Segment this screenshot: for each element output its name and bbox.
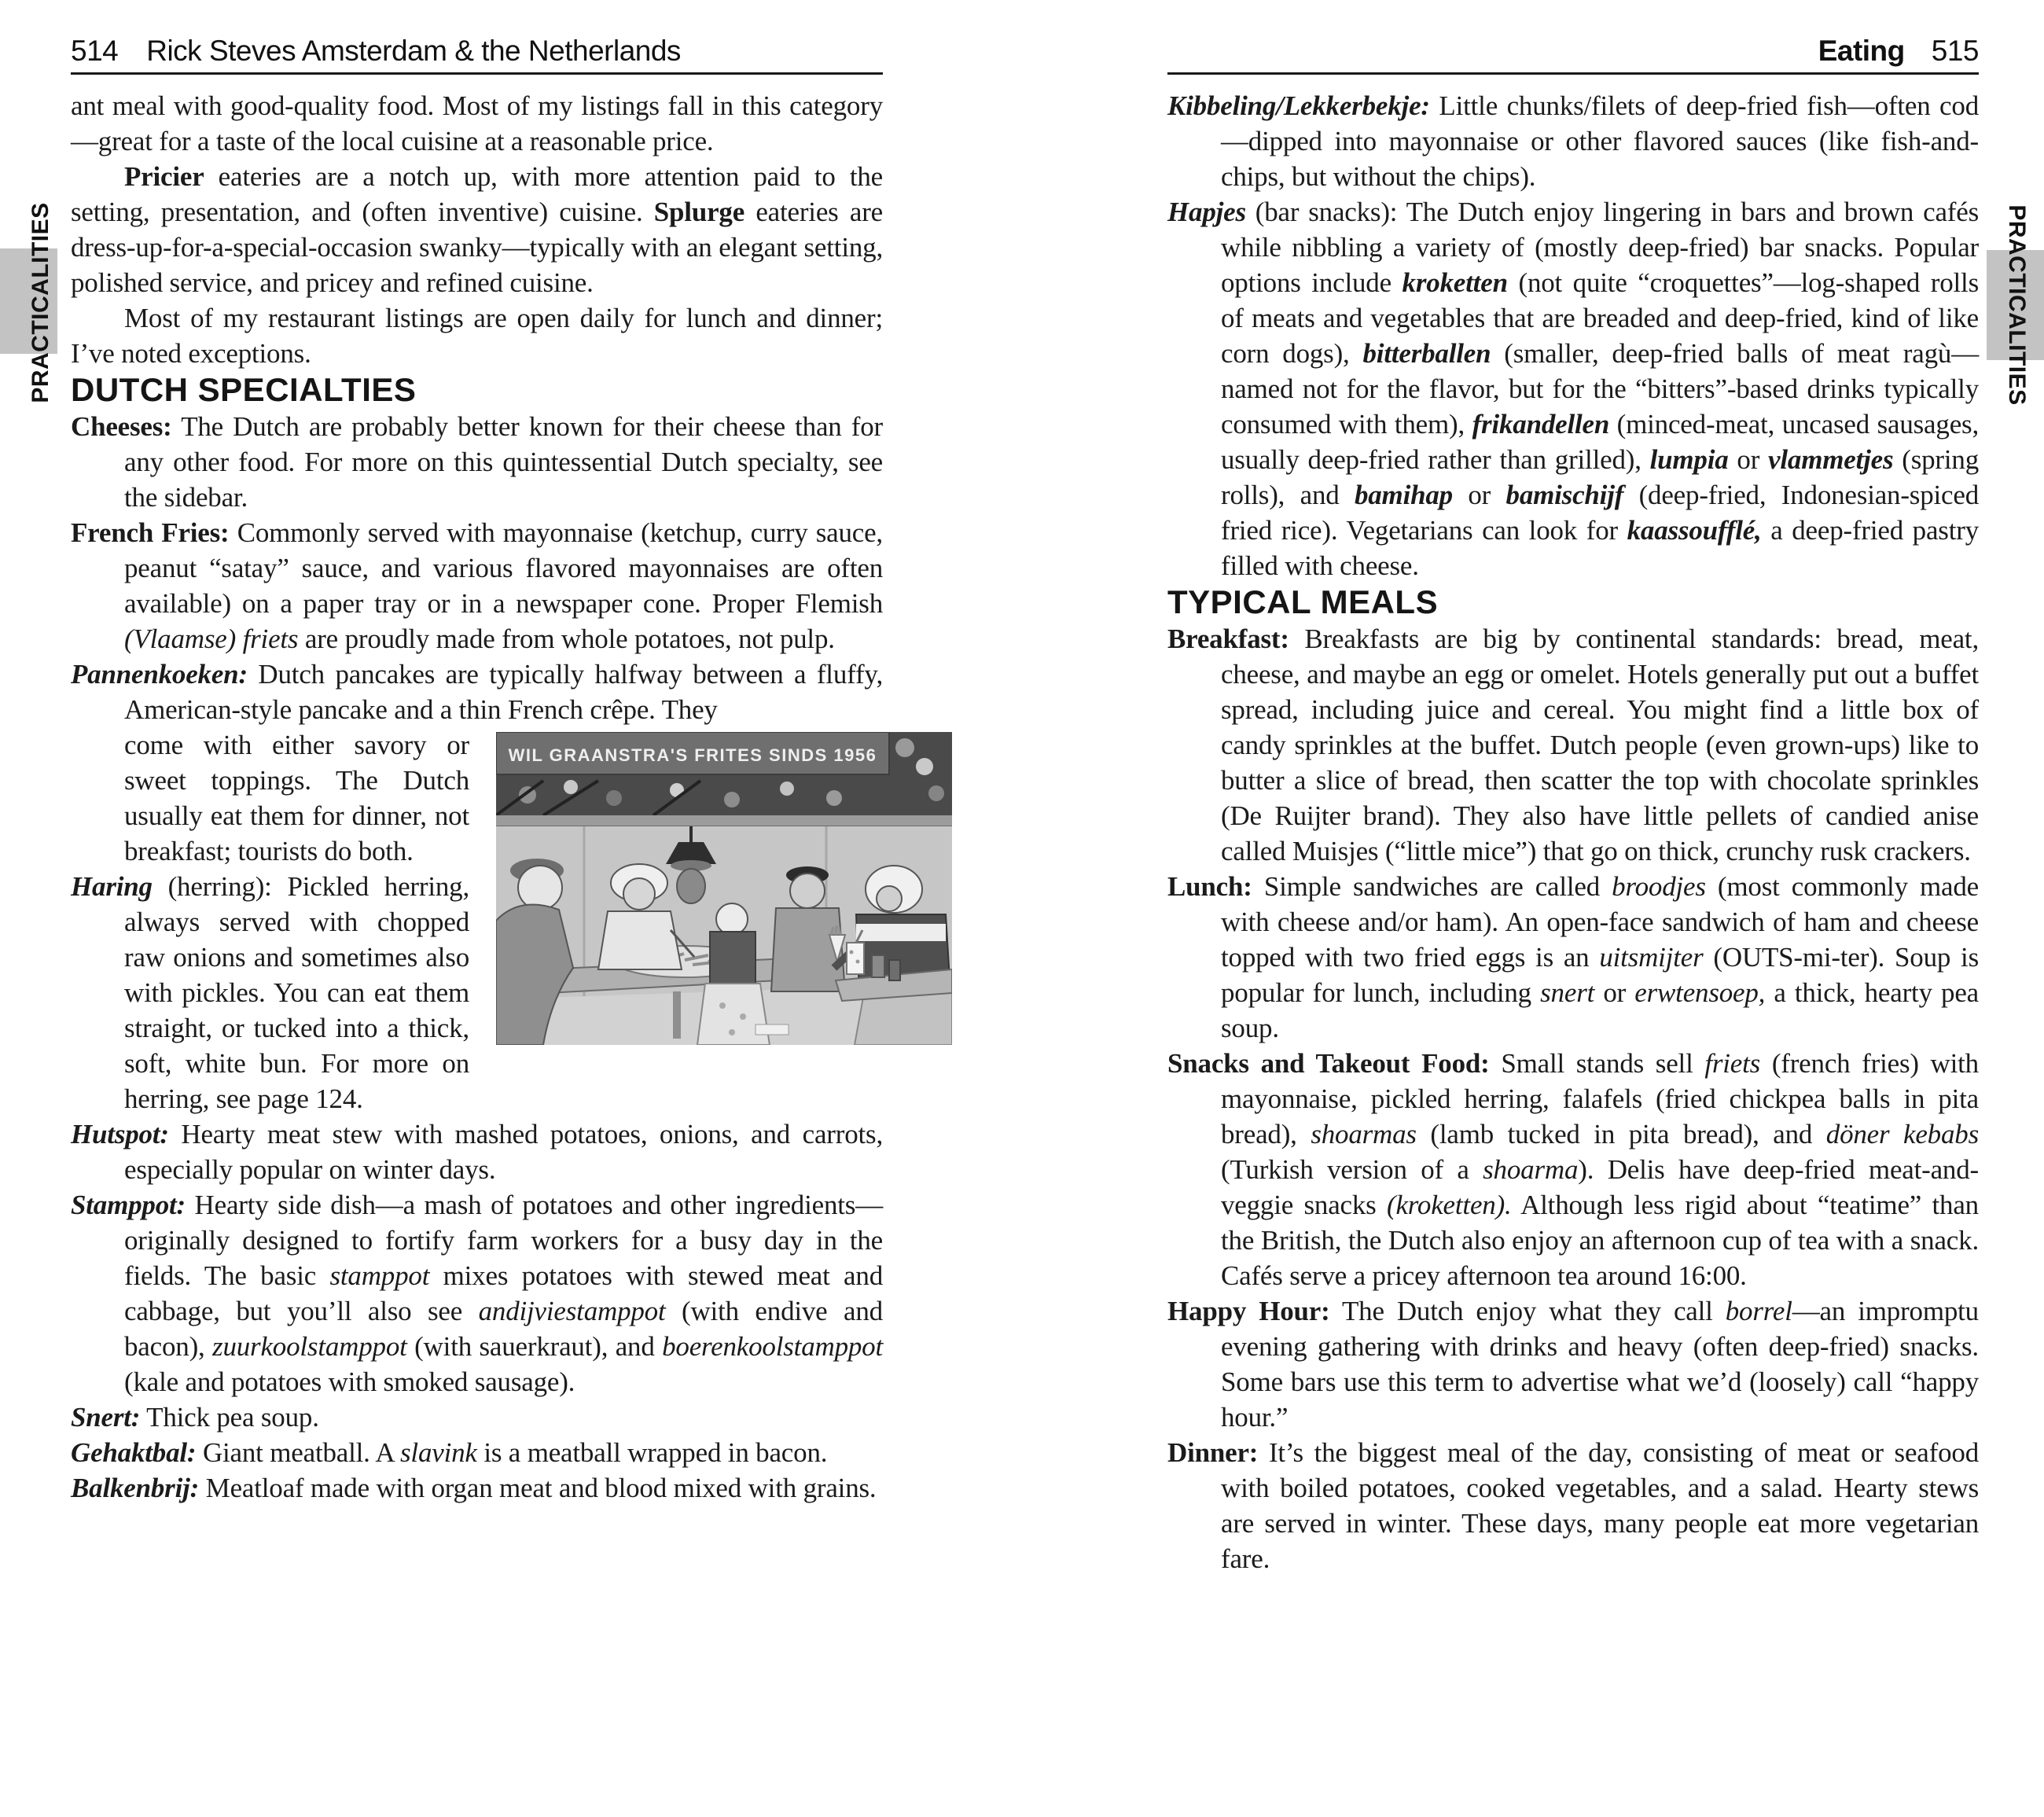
entry-balkenbrij: Balkenbrij: Meatloaf made with organ meat and blood mixed with grains. [71,1473,877,1503]
right-page-column [1167,88,1979,1576]
left-header-rule [71,72,883,75]
entry-gehaktbal: Gehaktbal: Giant meatball. A slavink is a meatball wrapped in bacon. [71,1437,828,1468]
paragraph-intro-continuation: ant meal with good-quality food. Most of my listings fall in this category—great for a taste of the local cuisine at a reasonable price. [71,90,883,156]
entry-haring: Haring (herring): Pickled herring, always served with chopped raw onions and sometimes also with pickles. You can eat them straight, or tucked into a thick, soft, white bun. For more on herring, see page 124. [71,871,469,1114]
entry-french-fries: French Fries: Commonly served with mayonnaise (ketchup, curry sauce, peanut “satay” sauce, and various flavored mayonnaises are often available) on a paper tray or in a newspaper cone. Proper Flemish (Vlaamse) friets are proudly made from whole potatoes, not pulp. [71,517,883,654]
section-heading-dutch-specialties: DUTCH SPECIALTIES [71,371,417,408]
section-heading-typical-meals: TYPICAL MEALS [1167,583,1439,620]
entry-happy-hour: Happy Hour: The Dutch enjoy what they call borrel—an impromptu evening gathering with drinks and heavy (often deep-fried) snacks. Some bars use this term to advertise what we’d (loosely) call “happy hour.” [1167,1296,1979,1433]
right-page-title: Eating [1818,35,1905,67]
entry-snert: Snert: Thick pea soup. [71,1402,319,1433]
entry-hutspot: Hutspot: Hearty meat stew with mashed potatoes, onions, and carrots, especially popular on winter days. [71,1119,883,1185]
entry-hapjes: Hapjes (bar snacks): The Dutch enjoy lingering in bars and brown cafés while nibbling a variety of (mostly deep-fried) bar snacks. Popular options include kroketten (not quite “croquettes”—log-shaped rolls of meats and vegetables that are breaded and deep-fried, kind of like corn dogs), bitterballen (smaller, deep-fried balls of meat ragù—named not for the flavor, but for the “bitters”-based drinks typically consumed with them), frikandellen (minced-meat, uncased sausages, usually deep-fried rather than grilled), lumpia or vlammetjes (spring rolls), and bamihap or bamischijf (deep-fried, Indonesian-spiced fried rice). Vegetarians can look for kaassoufflé, a deep-fried pastry filled with cheese. [1167,197,1980,581]
entry-dinner: Dinner: It’s the biggest meal of the day, consisting of meat or seafood with boiled potatoes, cooked vegetables, and a salad. Hearty stews are served in winter. These days, many people eat more vegetarian fare. [1167,1437,1979,1574]
frites-mural-illustration [496,732,952,1045]
right-running-header [1167,35,1979,68]
paragraph-pricier-splurge: Pricier eateries are a notch up, with more attention paid to the setting, presentation, and (often inventive) cuisine. Splurge eateries are dress-up-for-a-special-occasion swanky—typically with an elegant setting, polished service, and pricey and refined cuisine. [71,161,883,298]
entry-breakfast: Breakfast: Breakfasts are big by continental standards: bread, meat, cheese, and maybe an egg or omelet. Hotels generally put out a buffet spread, including juice and cereal. You might find a little box of candy sprinkles at the buffet. Dutch people (even grown-ups) like to butter a slice of bread, then scatter the top with chocolate sprinkles (De Ruijter brand). They also have little pellets of candied anise called Muisjes (“little mice”) that go on thick, crunchy rusk crackers. [1167,623,1979,866]
entry-pannenkoeken: Pannenkoeken: Dutch pancakes are typically halfway between a fluffy, American-style pancake and a thin French crêpe. They [71,659,883,725]
entry-cheeses: Cheeses: The Dutch are probably better known for their cheese than for any other food. For more on this quintessential Dutch specialty, see the sidebar. [71,411,883,513]
left-page-number: 514 [71,35,119,67]
paragraph-listings-note: Most of my restaurant listings are open daily for lunch and dinner; I’ve noted exceptions. [71,303,883,369]
entry-lunch: Lunch: Simple sandwiches are called broodjes (most commonly made with cheese and/or ham). An open-face sandwich of ham and cheese topped with two fried eggs is an uitsmijter (OUTS-mi-ter). Soup is popular for lunch, including snert or erwtensoep, a thick, hearty pea soup. [1167,871,1980,1043]
left-page-title: Rick Steves Amsterdam & the Netherlands [146,35,681,67]
left-running-header [71,35,681,68]
right-tab-label: PRACTICALITIES [2004,204,2030,406]
left-tab-label: PRACTICALITIES [28,202,53,403]
left-page-column [71,88,883,1506]
frites-sign-text: WIL GRAANSTRA'S FRITES SINDS 1956 [508,745,877,765]
entry-kibbeling: Kibbeling/Lekkerbekje: Little chunks/filets of deep-fried fish—often cod—dipped into mayonnaise or other flavored sauces (like fish-and-chips, but without the chips). [1167,90,1979,192]
photo-text-wrap [71,727,883,1116]
entry-snacks: Snacks and Takeout Food: Small stands sell friets (french fries) with mayonnaise, pickled herring, falafels (fried chickpea balls in pita bread), shoarmas (lamb tucked in pita bread), and döner kebabs (Turkish version of a shoarma). Delis have deep-fried meat-and-veggie snacks (kroketten). Although less rigid about “teatime” than the British, the Dutch also enjoy an afternoon cup of tea with a snack. Cafés serve a pricey afternoon tea around 16:00. [1167,1048,1979,1291]
right-page-number: 515 [1931,35,1979,67]
entry-stamppot: Stamppot: Hearty side dish—a mash of potatoes and other ingredients—originally designed to fortify farm workers for a busy day in the fields. The basic stamppot mixes potatoes with stewed meat and cabbage, but you’ll also see andijviestamppot (with endive and bacon), zuurkoolstamppot (with sauerkraut), and boerenkoolstamppot (kale and potatoes with smoked sausage). [71,1190,883,1397]
entry-pannenkoeken-continuation: come with either savory or sweet toppings. The Dutch usually eat them for dinner, not breakfast; tourists do both. [124,730,469,866]
right-header-rule [1167,72,1979,75]
frites-stand-photo [496,732,952,1045]
frites-sign [496,732,889,774]
